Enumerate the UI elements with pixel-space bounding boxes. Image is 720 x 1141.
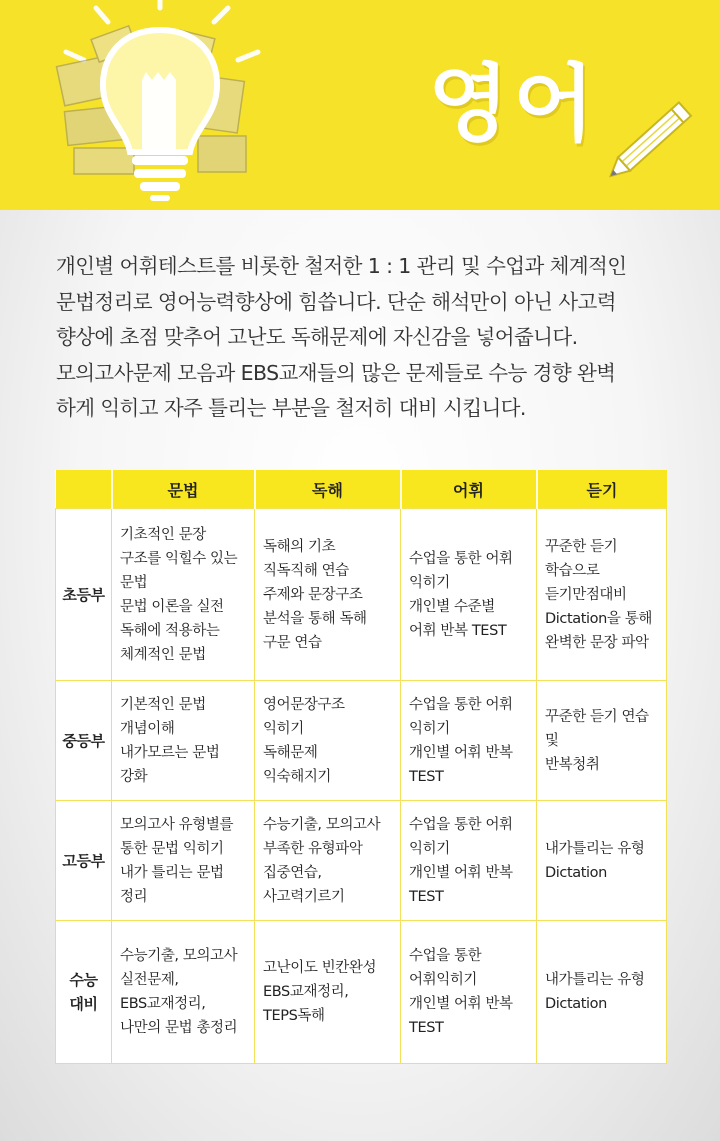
cell-line: 구조를 익힐수 있는 — [120, 550, 238, 567]
cell-line: 개인별 어휘 반복 — [409, 744, 513, 761]
cell-line: 강화 — [120, 768, 148, 785]
cell-line: 반복청취 — [545, 756, 600, 773]
cell-line: 모의고사 유형별를 — [120, 816, 234, 833]
cell-line: 영어문장구조 — [263, 696, 345, 713]
row-header-line: 대비 — [69, 995, 98, 1013]
cell-line: 내가틀리는 유형 — [545, 840, 645, 857]
cell-line: 실전문제, — [120, 972, 179, 988]
cell-line: 개인별 어휘 반복 — [409, 996, 513, 1012]
cell-line: 수능기출, 모의고사 — [263, 816, 381, 833]
row-header — [56, 801, 112, 921]
cell-line: 개념이해 — [120, 720, 175, 737]
cell-line: EBS교재정리, — [120, 996, 206, 1012]
row-header-line: 수능 — [69, 971, 98, 989]
cell-line: 완벽한 문장 파악 — [545, 634, 649, 651]
table-cell — [401, 509, 537, 681]
cell-line: 꾸준한 듣기 — [545, 538, 618, 555]
curriculum-table — [55, 470, 667, 1064]
cell-line: 익히기 — [409, 720, 450, 737]
row-header — [56, 681, 112, 801]
intro-line: 향상에 초점 맞추어 고난도 독해문제에 자신감을 넣어줍니다. — [56, 325, 578, 349]
pencil-icon — [605, 102, 691, 182]
cell-line: 어휘익히기 — [409, 972, 478, 988]
cell-line: 독해의 기초 — [263, 538, 336, 555]
column-header: 독해 — [255, 470, 401, 509]
intro-line: 개인별 어휘테스트를 비롯한 철저한 1 : 1 관리 및 수업과 체계적인 — [56, 254, 627, 278]
column-header — [56, 470, 112, 509]
cell-line: 내가틀리는 유형 — [545, 972, 645, 988]
table-header-row — [56, 470, 667, 509]
column-header: 문법 — [112, 470, 255, 509]
intro-line: 하게 익히고 자주 틀리는 부분을 철저히 대비 시킵니다. — [56, 396, 526, 420]
table-cell — [537, 509, 667, 681]
cell-line: 학습으로 — [545, 562, 600, 579]
cell-line: 문법 이론을 실전 — [120, 598, 224, 615]
cell-line: 내가 틀리는 문법 — [120, 864, 224, 881]
table-row — [56, 921, 667, 1064]
cell-line: 나만의 문법 총정리 — [120, 1020, 238, 1036]
row-header — [56, 509, 112, 681]
cell-line: 문법 — [120, 574, 148, 591]
table-cell — [112, 921, 255, 1064]
table-cell — [401, 681, 537, 801]
row-header-line: 중등부 — [62, 731, 105, 750]
cell-line: EBS교재정리, — [263, 984, 349, 1000]
cell-line: 분석을 통해 독해 — [263, 610, 367, 627]
table-cell — [401, 921, 537, 1064]
row-header-line: 초등부 — [62, 585, 105, 604]
header-banner — [0, 0, 720, 210]
cell-line: 어휘 반복 TEST — [409, 622, 507, 639]
cell-line: 집중연습, — [263, 864, 322, 881]
table-cell — [255, 681, 401, 801]
lightbulb-illustration — [0, 0, 720, 210]
cell-line: 수능기출, 모의고사 — [120, 948, 238, 964]
cell-line: Dictation — [545, 996, 607, 1012]
cell-line: 직독직해 연습 — [263, 562, 349, 579]
cell-line: 꾸준한 듣기 연습 — [545, 708, 649, 725]
cell-line: 기본적인 문법 — [120, 696, 206, 713]
cell-line: 익숙해지기 — [263, 768, 332, 785]
cell-line: 독해에 적용하는 — [120, 622, 220, 639]
cell-line: TEST — [409, 888, 444, 905]
cell-line: Dictation을 통해 — [545, 610, 652, 627]
table-cell — [255, 509, 401, 681]
cell-line: 수업을 통한 어휘 — [409, 696, 513, 713]
row-header-line: 고등부 — [62, 851, 105, 870]
table-cell — [537, 921, 667, 1064]
cell-line: 주제와 문장구조 — [263, 586, 363, 603]
table-cell — [255, 921, 401, 1064]
cell-line: 개인별 어휘 반복 — [409, 864, 513, 881]
intro-line: 문법정리로 영어능력향상에 힘씁니다. 단순 해석만이 아닌 사고력 — [56, 289, 616, 314]
intro-line: 모의고사문제 모음과 EBS교재들의 많은 문제들로 수능 경향 완벽 — [56, 360, 616, 385]
cell-line: 정리 — [120, 888, 148, 905]
table-cell — [537, 801, 667, 921]
cell-line: 수업을 통한 — [409, 948, 482, 964]
cell-line: 부족한 유형파악 — [263, 840, 363, 857]
cell-line: 수업을 통한 어휘 — [409, 550, 513, 567]
table-cell — [112, 801, 255, 921]
table-cell — [112, 681, 255, 801]
cell-line: 기초적인 문장 — [120, 526, 206, 543]
cell-line: 사고력기르기 — [263, 888, 345, 905]
column-header: 듣기 — [537, 470, 667, 509]
cell-line: TEST — [409, 1020, 444, 1036]
cell-line: 익히기 — [409, 574, 450, 591]
cell-line: Dictation — [545, 864, 607, 881]
cell-line: 개인별 수준별 — [409, 598, 495, 615]
page-title: 영어 — [428, 55, 599, 153]
cell-line: 내가모르는 문법 — [120, 744, 220, 761]
cell-line: 독해문제 — [263, 744, 318, 761]
table-cell — [401, 801, 537, 921]
table-row — [56, 801, 667, 921]
cell-line: 수업을 통한 어휘 — [409, 816, 513, 833]
table-row — [56, 681, 667, 801]
cell-line: 체계적인 문법 — [120, 646, 206, 663]
row-header — [56, 921, 112, 1064]
table-cell — [255, 801, 401, 921]
table-cell — [537, 681, 667, 801]
column-header: 어휘 — [401, 470, 537, 509]
intro-text — [56, 249, 676, 427]
cell-line: 익히기 — [263, 720, 304, 737]
cell-line: TEST — [409, 768, 444, 785]
cell-line: 통한 문법 익히기 — [120, 840, 224, 857]
cell-line: 고난이도 빈칸완성 — [263, 960, 377, 976]
table-row — [56, 509, 667, 681]
cell-line: TEPS독해 — [263, 1008, 325, 1024]
lightbulb-icon — [103, 30, 217, 201]
table-cell — [112, 509, 255, 681]
cell-line: 듣기만점대비 — [545, 586, 627, 603]
cell-line: 구문 연습 — [263, 634, 322, 651]
cell-line: 및 — [545, 732, 559, 749]
cell-line: 익히기 — [409, 840, 450, 857]
